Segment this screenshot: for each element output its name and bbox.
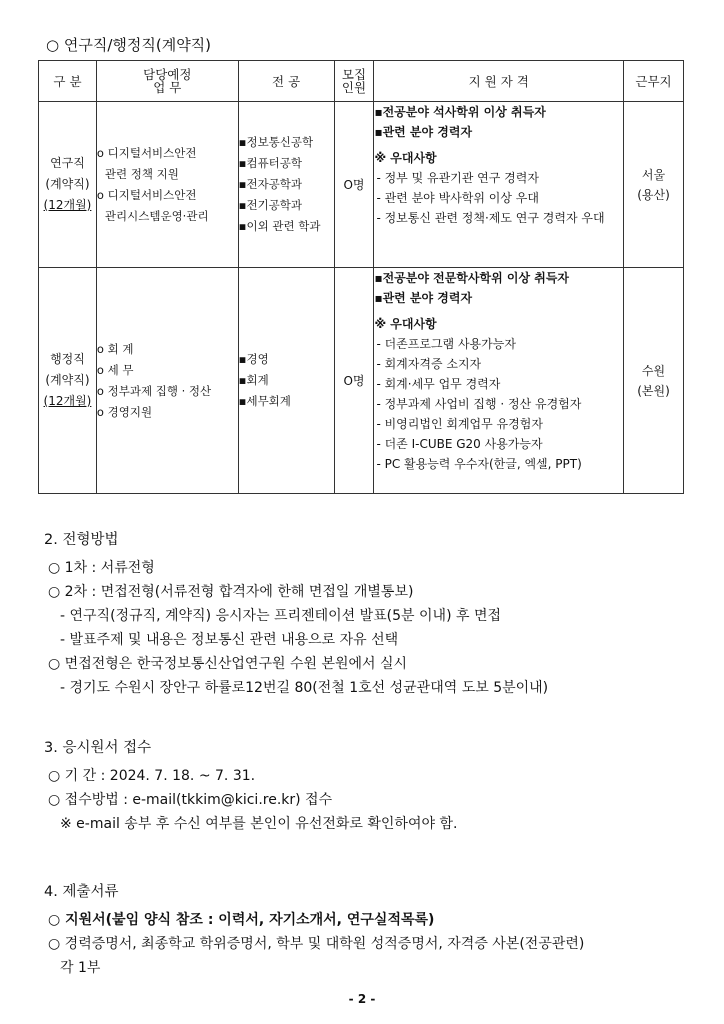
headcount-cell: O명 xyxy=(334,268,374,494)
duty-cell: o 회 계 o 세 무 o 정부과제 집행 · 정산 o 경영지원 xyxy=(96,268,238,494)
header-major: 전 공 xyxy=(238,61,334,102)
section-application xyxy=(44,736,704,836)
major-cell: ▪정보통신공학 ▪컴퓨터공학 ▪전자공학과 ▪전기공학과 ▪이외 관련 학과 xyxy=(238,102,334,268)
recruitment-table xyxy=(38,60,684,494)
qualification-cell: ▪전공분야 전문학사학위 이상 취득자 ▪관련 분야 경력자 ※ 우대사항 - 더존프로그램 사용가능자 - 회계자격증 소지자 - 회계·세무 업무 경력자 - 정부과제 사업비 집행 · 정산 유경험자 - 비영리법인 회계업무 유경험자 - 더존 I-CUBE G20 사용가능자 - PC 활용능력 우수자(한글, 엑셀, PPT) xyxy=(374,268,624,494)
section-heading: 2. 전형방법 xyxy=(44,532,119,548)
section-selection-method xyxy=(44,528,704,700)
headcount-cell: O명 xyxy=(334,102,374,268)
section-documents xyxy=(44,880,704,980)
list-item: ○ 면접전형은 한국정보통신산업연구원 수원 본원에서 실시 xyxy=(48,656,408,672)
list-item: ○ 1차 : 서류전형 xyxy=(48,560,155,576)
section-heading: 4. 제출서류 xyxy=(44,884,119,900)
list-item: - 연구직(정규직, 계약직) 응시자는 프리젠테이션 발표(5분 이내) 후 면접 xyxy=(60,608,502,624)
table-row xyxy=(39,268,684,494)
category-cell: 행정직 (계약직) (12개월) xyxy=(39,268,97,494)
list-item: 각 1부 xyxy=(60,960,101,976)
table-row xyxy=(39,102,684,268)
list-item: ○ 2차 : 면접전형(서류전형 합격자에 한해 면접일 개별통보) xyxy=(48,584,414,600)
list-item: ※ e-mail 송부 후 수신 여부를 본인이 유선전화로 확인하여야 함. xyxy=(60,816,458,832)
list-item: - 발표주제 및 내용은 정보통신 관련 내용으로 자유 선택 xyxy=(60,632,399,648)
category-cell: 연구직 (계약직) (12개월) xyxy=(39,102,97,268)
list-item: ○ 경력증명서, 최종학교 학위증명서, 학부 및 대학원 성적증명서, 자격증 사본(전공관련) xyxy=(48,936,585,952)
header-category: 구 분 xyxy=(39,61,97,102)
header-location: 근무지 xyxy=(624,61,684,102)
location-cell: 서울 (용산) xyxy=(624,102,684,268)
qualification-cell: ▪전공분야 석사학위 이상 취득자 ▪관련 분야 경력자 ※ 우대사항 - 정부 및 유관기관 연구 경력자 - 관련 분야 박사학위 이상 우대 - 정보통신 관련 정책·제도 연구 경력자 우대 xyxy=(374,102,624,268)
page-number: - 2 - xyxy=(348,992,376,1006)
list-item: ○ 지원서(붙임 양식 참조 : 이력서, 자기소개서, 연구실적목록) xyxy=(48,912,435,928)
table-header-row xyxy=(39,61,684,102)
header-headcount: 모집 인원 xyxy=(334,61,374,102)
duty-cell: o 디지털서비스안전 관련 정책 지원 o 디지털서비스안전 관리시스템운영·관리 xyxy=(96,102,238,268)
section-heading: 3. 응시원서 접수 xyxy=(44,740,152,756)
header-qualification: 지 원 자 격 xyxy=(374,61,624,102)
section-title: ○ 연구직/행정직(계약직) xyxy=(46,36,212,54)
list-item: - 경기도 수원시 장안구 하률로12번길 80(전철 1호선 성균관대역 도보 5분이내) xyxy=(60,680,549,696)
location-cell: 수원 (본원) xyxy=(624,268,684,494)
list-item: ○ 접수방법 : e-mail(tkkim@kici.re.kr) 접수 xyxy=(48,792,333,808)
header-duty: 담당예정 업 무 xyxy=(96,61,238,102)
list-item: ○ 기 간 : 2024. 7. 18. ~ 7. 31. xyxy=(48,768,256,784)
major-cell: ▪경영 ▪회계 ▪세무회계 xyxy=(238,268,334,494)
